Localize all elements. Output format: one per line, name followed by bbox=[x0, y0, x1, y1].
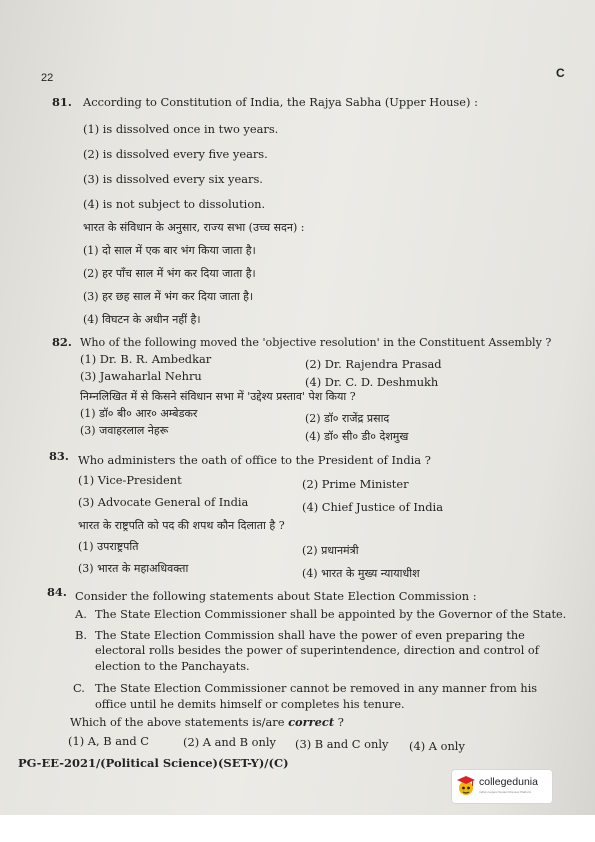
option: (2) Prime Minister bbox=[302, 477, 409, 491]
question-text: Consider the following statements about State Election Commission : bbox=[75, 589, 477, 603]
option: (2) A and B only bbox=[183, 735, 276, 749]
collegedunia-watermark bbox=[452, 770, 552, 803]
option: (4) Dr. C. D. Deshmukh bbox=[305, 375, 439, 389]
option: (1) Dr. B. R. Ambedkar bbox=[80, 352, 212, 366]
statement-label: C. bbox=[73, 681, 85, 695]
option: (4) A only bbox=[409, 739, 465, 753]
statement-line: The State Election Commissioner shall be appointed by the Governor of the State. bbox=[95, 608, 567, 621]
option-hindi: (3) हर छह साल में भंग कर दिया जाता है। bbox=[83, 290, 254, 303]
prompt-emphasis: correct bbox=[288, 715, 335, 729]
option-hindi: (1) डॉ० बी० आर० अम्बेडकर bbox=[80, 407, 198, 420]
prompt-text: Which of the above statements is/are bbox=[70, 715, 289, 729]
prompt-suffix: ? bbox=[334, 715, 344, 729]
question-text-hindi: भारत के राष्ट्रपति को पद की शपथ कौन दिलाता है ? bbox=[78, 519, 285, 532]
option-hindi: (3) जवाहरलाल नेहरू bbox=[80, 424, 169, 437]
statement-label: A. bbox=[75, 607, 87, 621]
booklet-series-mark: C bbox=[556, 66, 565, 80]
option: (1) A, B and C bbox=[68, 734, 149, 748]
graduate-cap-icon bbox=[456, 774, 476, 798]
option: (2) is dissolved every five years. bbox=[83, 147, 268, 161]
option: (3) B and C only bbox=[295, 737, 389, 751]
brand-name: collegedunia bbox=[479, 776, 538, 788]
question-text: According to Constitution of India, the Rajya Sabha (Upper House) : bbox=[83, 95, 478, 109]
question-text: Who administers the oath of office to the President of India ? bbox=[78, 453, 431, 467]
question-text: Who of the following moved the 'objective resolution' in the Constituent Assembly ? bbox=[80, 336, 552, 349]
option-hindi: (3) भारत के महाअधिवक्ता bbox=[78, 562, 189, 575]
option: (1) Vice-President bbox=[78, 473, 182, 487]
question-prompt bbox=[70, 717, 344, 728]
statement-line: office until he demits himself or completes his tenure. bbox=[95, 698, 405, 711]
statement-line: The State Election Commissioner cannot be removed in any manner from his bbox=[95, 682, 538, 695]
question-text-hindi: निम्नलिखित में से किसने संविधान सभा में 'उद्देश्य प्रस्ताव' पेश किया ? bbox=[80, 390, 356, 403]
option-hindi: (2) डॉ० राजेंद्र प्रसाद bbox=[305, 412, 390, 425]
statement-label: B. bbox=[75, 628, 87, 642]
statement-line: The State Election Commission shall have the power of even preparing the bbox=[95, 629, 525, 642]
statement-line: electoral rolls besides the power of superintendence, direction and control of bbox=[95, 644, 539, 657]
question-number: 83. bbox=[49, 449, 69, 463]
option: (3) Jawaharlal Nehru bbox=[80, 369, 202, 383]
option: (3) Advocate General of India bbox=[78, 495, 249, 509]
question-number: 81. bbox=[52, 95, 72, 109]
option-hindi: (2) प्रधानमंत्री bbox=[302, 544, 359, 557]
option: (2) Dr. Rajendra Prasad bbox=[305, 357, 442, 371]
option-hindi: (1) उपराष्ट्रपति bbox=[78, 540, 139, 553]
statement-line: election to the Panchayats. bbox=[95, 660, 250, 673]
option-hindi: (1) दो साल में एक बार भंग किया जाता है। bbox=[83, 244, 256, 257]
option: (4) is not subject to dissolution. bbox=[83, 197, 266, 211]
question-text-hindi: भारत के संविधान के अनुसार, राज्य सभा (उच्च सदन) : bbox=[83, 221, 305, 234]
option: (1) is dissolved once in two years. bbox=[83, 122, 279, 136]
question-number: 84. bbox=[47, 585, 67, 599]
option-hindi: (4) डॉ० सी० डी० देशमुख bbox=[305, 430, 409, 443]
option: (3) is dissolved every six years. bbox=[83, 172, 263, 186]
option-hindi: (4) भारत के मुख्य न्यायाधीश bbox=[302, 567, 420, 580]
brand-tagline: India's largest Student Review Platform bbox=[479, 790, 532, 794]
option-hindi: (4) विघटन के अधीन नहीं है। bbox=[83, 313, 201, 326]
option-hindi: (2) हर पाँच साल में भंग कर दिया जाता है। bbox=[83, 267, 256, 280]
option: (4) Chief Justice of India bbox=[302, 500, 443, 514]
footer-code: PG-EE-2021/(Political Science)(SET-Y)/(C) bbox=[18, 756, 289, 770]
question-number: 82. bbox=[52, 335, 72, 349]
page-number: 22 bbox=[41, 72, 54, 84]
bottom-margin bbox=[0, 815, 595, 842]
